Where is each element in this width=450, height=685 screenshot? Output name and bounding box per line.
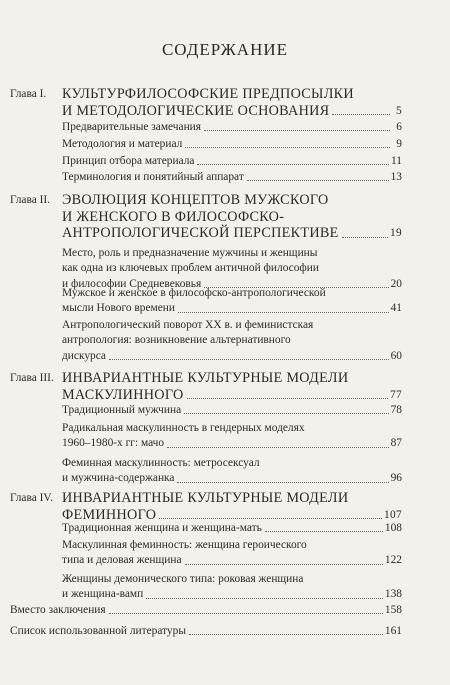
section-title-line: как одна из ключевых проблем античной философии — [62, 262, 320, 275]
toc-section[interactable] — [62, 456, 402, 487]
chapter-1-page: 5 — [396, 104, 402, 117]
dot-leader — [146, 598, 383, 599]
chapter-1-title-line: КУЛЬТУРФИЛОСОФСКИЕ ПРЕДПОСЫЛКИ — [62, 86, 354, 102]
toc-section[interactable] — [62, 421, 402, 452]
dot-leader — [185, 147, 390, 148]
chapter-4-prefix: Глава IV. — [10, 492, 53, 504]
section-title-line: и мужчина-содержанка — [62, 472, 175, 485]
toc-chapter-1[interactable] — [10, 86, 402, 120]
chapter-2-page: 19 — [390, 227, 402, 239]
section-title: Методология и материал — [62, 138, 183, 150]
section-title-line: типа и деловая женщина — [62, 554, 182, 567]
section-title-line: Радикальная маскулинность в гендерных моделях — [62, 422, 305, 434]
conclusion-title: Вместо заключения — [10, 604, 106, 616]
section-title: Традиционная женщина и женщина-мать — [62, 522, 262, 534]
toc-chapter-3[interactable] — [10, 370, 402, 404]
chapter-3-prefix: Глава III. — [10, 372, 54, 384]
section-title-line: Женщины демонического типа: роковая женщина — [62, 573, 304, 585]
chapter-2-title-line: И ЖЕНСКОГО В ФИЛОСОФСКО- — [62, 208, 285, 225]
toc-section[interactable] — [62, 538, 402, 569]
dot-leader — [204, 130, 390, 131]
chapter-2-prefix: Глава II. — [10, 194, 51, 206]
toc-section[interactable] — [62, 170, 402, 185]
toc-section[interactable] — [62, 120, 402, 135]
chapter-3-title-line: ИНВАРИАНТНЫЕ КУЛЬТУРНЫЕ МОДЕЛИ — [62, 370, 349, 386]
section-page: 11 — [391, 155, 402, 167]
conclusion-page: 158 — [384, 604, 402, 616]
section-title-line: и женщина-вамп — [62, 588, 144, 601]
section-title-line: антропология: возникновение альтернативного — [62, 334, 291, 347]
dot-leader — [178, 312, 389, 313]
chapter-4-title-line: ФЕМИННОГО — [62, 506, 157, 523]
toc-section[interactable] — [62, 286, 402, 317]
section-page: 87 — [390, 437, 402, 450]
section-page: 20 — [390, 277, 402, 290]
dot-leader — [109, 613, 383, 614]
chapter-4-page: 107 — [384, 508, 402, 521]
toc-section[interactable] — [62, 318, 402, 364]
toc-section[interactable] — [62, 137, 402, 152]
section-title-line: Антропологический поворот XX в. и феминистская — [62, 319, 314, 331]
bibliography-page: 161 — [384, 625, 402, 637]
section-title-line: и философии Средневековья — [62, 277, 202, 290]
section-page: 96 — [390, 472, 402, 485]
dot-leader — [247, 180, 389, 181]
dot-leader — [187, 398, 388, 399]
section-title-line: Феминная маскулинность: метросексуал — [62, 457, 260, 469]
section-page: 13 — [390, 171, 402, 183]
section-title-line: 1960–1980-х гг: мачо — [62, 437, 165, 450]
section-page: 138 — [384, 588, 402, 601]
dot-leader — [109, 359, 389, 360]
section-page: 41 — [390, 302, 402, 315]
chapter-1-title-line: И МЕТОДОЛОГИЧЕСКИЕ ОСНОВАНИЯ — [62, 102, 330, 119]
chapter-1-prefix: Глава I. — [10, 88, 47, 100]
section-page: 78 — [390, 404, 402, 416]
section-title: Традиционный мужчина — [62, 404, 182, 416]
section-title-line: дискурса — [62, 349, 106, 362]
chapter-3-title-line: МАСКУЛИННОГО — [62, 386, 184, 403]
section-page: 60 — [390, 349, 402, 362]
dot-leader — [184, 413, 388, 414]
toc-bibliography[interactable] — [10, 624, 402, 639]
toc-section[interactable] — [62, 403, 402, 418]
dot-leader — [177, 482, 388, 483]
toc-section[interactable] — [62, 572, 402, 603]
section-page: 6 — [396, 121, 402, 133]
toc-chapter-4[interactable] — [10, 490, 402, 524]
toc-conclusion[interactable] — [10, 603, 402, 618]
dot-leader — [189, 634, 383, 635]
dot-leader — [197, 164, 389, 165]
section-page: 122 — [384, 554, 402, 567]
section-title: Терминология и понятийный аппарат — [62, 171, 244, 183]
section-title: Принцип отбора материала — [62, 155, 195, 167]
page-title: СОДЕРЖАНИЕ — [161, 40, 289, 59]
toc-section[interactable] — [62, 154, 402, 169]
section-page: 108 — [384, 522, 402, 534]
dot-leader — [185, 564, 383, 565]
toc-chapter-2[interactable] — [10, 192, 402, 244]
toc-section[interactable] — [62, 521, 402, 536]
section-title-line: Место, роль и предназначение мужчины и женщины — [62, 247, 318, 259]
section-title: Предварительные замечания — [62, 121, 202, 133]
dot-leader — [332, 114, 390, 115]
dot-leader — [167, 447, 389, 448]
chapter-2-title-line: ЭВОЛЮЦИЯ КОНЦЕПТОВ МУЖСКОГО — [62, 192, 329, 208]
chapter-3-page: 77 — [390, 388, 402, 401]
section-page: 9 — [396, 138, 402, 150]
bibliography-title: Список использованной литературы — [10, 625, 186, 637]
section-title-line: Маскулинная феминность: женщина героического — [62, 539, 307, 551]
dot-leader — [342, 237, 388, 238]
section-title-line: Мужское и женское в философско-антропологической — [62, 287, 326, 299]
chapter-2-title-line: АНТРОПОЛОГИЧЕСКОЙ ПЕРСПЕКТИВЕ — [62, 225, 339, 241]
chapter-4-title-line: ИНВАРИАНТНЫЕ КУЛЬТУРНЫЕ МОДЕЛИ — [62, 490, 349, 506]
section-title-line: мысли Нового времени — [62, 302, 175, 315]
dot-leader — [159, 518, 382, 519]
dot-leader — [265, 531, 383, 532]
